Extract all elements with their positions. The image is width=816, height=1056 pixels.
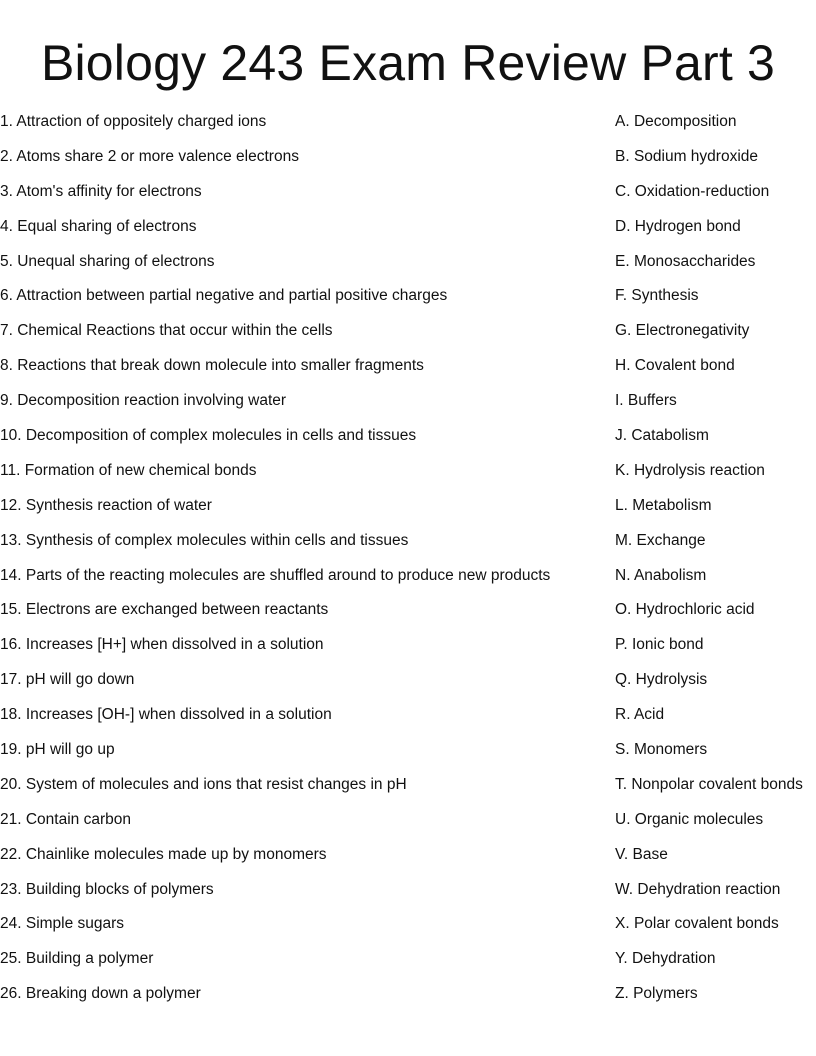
prompt-item: 21. Contain carbon [0, 810, 131, 828]
prompt-item: 8. Reactions that break down molecule into smaller fragments [0, 357, 424, 375]
prompt-item: 20. System of molecules and ions that resist changes in pH [0, 775, 407, 793]
answer-item: B. Sodium hydroxide [615, 147, 759, 165]
answer-item: N. Anabolism [615, 566, 707, 584]
answer-item: O. Hydrochloric acid [615, 601, 755, 619]
answer-item: Z. Polymers [615, 985, 698, 1003]
answer-item: S. Monomers [615, 741, 708, 759]
prompt-item: 26. Breaking down a polymer [0, 985, 201, 1003]
answer-item: H. Covalent bond [615, 357, 735, 375]
prompt-item: 6. Attraction between partial negative and partial positive charges [0, 287, 448, 305]
answer-item: G. Electronegativity [615, 322, 750, 340]
prompt-item: 3. Atom's affinity for electrons [0, 182, 202, 200]
prompt-item: 10. Decomposition of complex molecules in cells and tissues [0, 427, 417, 445]
prompt-item: 4. Equal sharing of electrons [0, 217, 197, 235]
prompt-item: 11. Formation of new chemical bonds [0, 461, 257, 479]
answer-item: M. Exchange [615, 531, 706, 549]
prompt-item: 13. Synthesis of complex molecules within cells and tissues [0, 531, 409, 549]
prompt-item: 16. Increases [H+] when dissolved in a solution [0, 636, 324, 654]
prompt-item: 22. Chainlike molecules made up by monomers [0, 845, 327, 863]
prompt-item: 19. pH will go up [0, 741, 115, 759]
answer-item: Y. Dehydration [615, 950, 716, 968]
answer-item: Q. Hydrolysis [615, 671, 708, 689]
prompt-item: 7. Chemical Reactions that occur within the cells [0, 322, 333, 340]
prompt-item: 2. Atoms share 2 or more valence electrons [0, 147, 299, 165]
prompt-item: 9. Decomposition reaction involving water [0, 392, 287, 410]
answer-item: T. Nonpolar covalent bonds [615, 775, 803, 793]
prompt-item: 18. Increases [OH-] when dissolved in a solution [0, 706, 332, 724]
prompt-item: 14. Parts of the reacting molecules are shuffled around to produce new products [0, 566, 551, 584]
prompt-list [0, 110, 600, 1017]
answer-item: R. Acid [615, 706, 665, 724]
answer-item: X. Polar covalent bonds [615, 915, 779, 933]
prompt-item: 5. Unequal sharing of electrons [0, 252, 215, 270]
prompt-item: 15. Electrons are exchanged between reactants [0, 601, 329, 619]
answer-item: I. Buffers [615, 392, 677, 410]
prompt-item: 23. Building blocks of polymers [0, 880, 214, 898]
answer-item: E. Monosaccharides [615, 252, 756, 270]
page-title: Biology 243 Exam Review Part 3 [40, 35, 776, 91]
answer-item: F. Synthesis [615, 287, 699, 305]
prompt-item: 1. Attraction of oppositely charged ions [0, 113, 267, 130]
answer-item: P. Ionic bond [615, 636, 704, 654]
answer-list [615, 110, 815, 1017]
answer-item: V. Base [615, 845, 668, 863]
answer-item: W. Dehydration reaction [615, 880, 781, 898]
answer-item: A. Decomposition [615, 113, 737, 130]
answer-item: C. Oxidation-reduction [615, 182, 770, 200]
answer-item: J. Catabolism [615, 427, 709, 445]
prompt-item: 12. Synthesis reaction of water [0, 496, 212, 514]
answer-item: K. Hydrolysis reaction [615, 461, 765, 479]
prompt-item: 25. Building a polymer [0, 950, 154, 968]
answer-item: U. Organic molecules [615, 810, 764, 828]
prompt-item: 24. Simple sugars [0, 915, 125, 933]
answer-item: D. Hydrogen bond [615, 217, 741, 235]
prompt-item: 17. pH will go down [0, 671, 135, 689]
answer-item: L. Metabolism [615, 496, 712, 514]
